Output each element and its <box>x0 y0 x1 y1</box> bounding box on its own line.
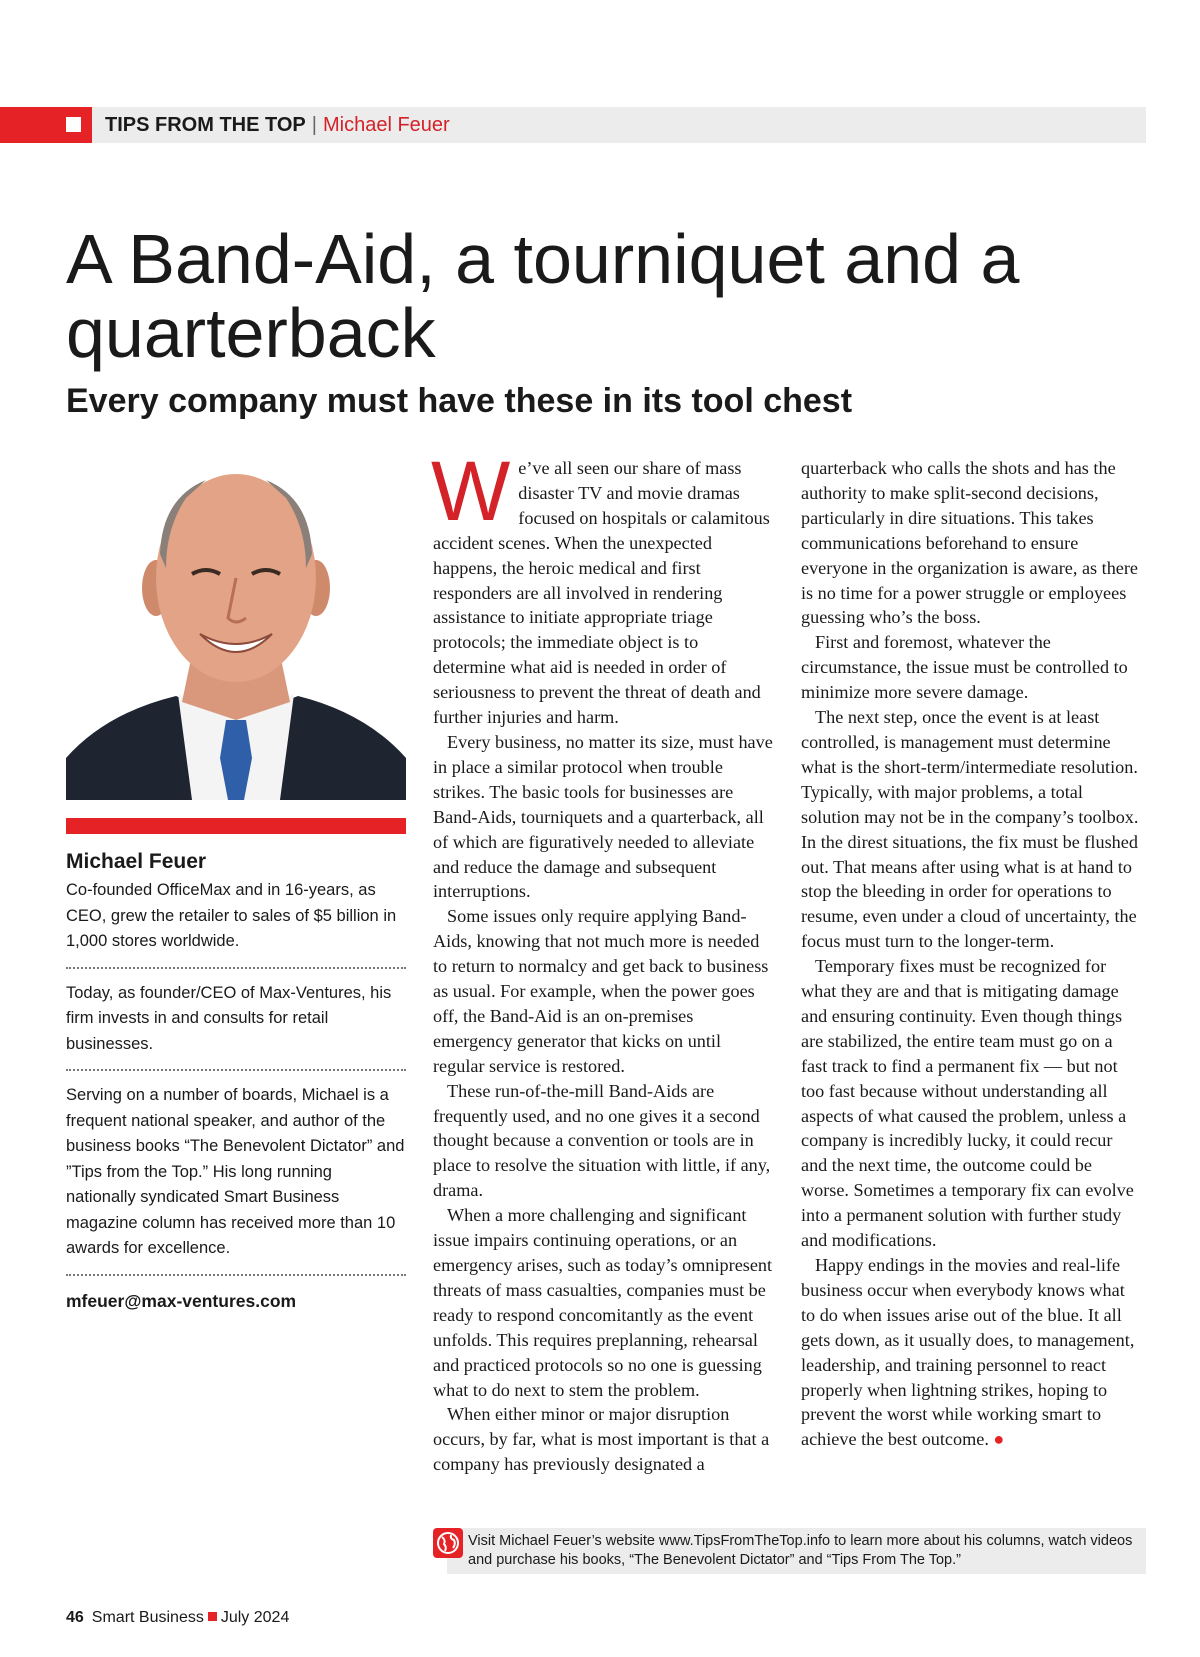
paragraph-text: Happy endings in the movies and real-life business occur when everybody knows what to do when issues arise out of the blue. It all gets down, as it usually does, to management, leadership, and training personnel to react properly when lightning strikes, hoping to prevent the worst while working smart to achieve the best outcome. <box>801 1255 1135 1450</box>
body-paragraph: quarterback who calls the shots and has the authority to make split-second decisions, particularly in dire situations. This takes communications beforehand to ensure everyone in the organization is aware, as there is no time for a power struggle or employees guessing who’s the boss. <box>801 458 1139 628</box>
header-red-block <box>0 107 92 143</box>
drop-cap: W <box>431 444 511 538</box>
bio-paragraph-2: Today, as founder/CEO of Max-Ventures, his firm invests in and consults for retail businesses. <box>66 983 392 1053</box>
article-deck: Every company must have these in its tool chest <box>66 382 853 420</box>
body-paragraph: When a more challenging and significant issue impairs continuing operations, or an emergency arises, such as today’s omnipresent threats of mass casualties, companies must be ready to respond concomitantly as the event unfolds. This requires preplanning, rehearsal and practiced protocols so no one is guessing what to do next to stem the problem. <box>433 1205 773 1400</box>
page-folio <box>66 1608 289 1628</box>
globe-icon <box>433 1528 463 1558</box>
body-paragraph <box>801 1253 1141 1452</box>
body-column-1 <box>431 444 773 1477</box>
header-separator: | <box>311 114 317 136</box>
body-column-2 <box>801 456 1141 1452</box>
end-mark: ● <box>993 1429 1005 1450</box>
author-bio-sidebar <box>66 848 406 1314</box>
body-paragraph: Temporary fixes must be recognized for what they are and that is mitigating damage and ensuring continuity. Even though things are stabilized, the entire team must go on a fast track to find a permanent fix — but not too fast because without understanding all aspects of what caused the problem, unless a company is incredibly lucky, it could recur and the next time, the outcome could be worse. Sometimes a temporary fix can evolve into a permanent solution with further study and modifications. <box>801 956 1134 1251</box>
author-portrait-illustration <box>66 458 406 800</box>
body-paragraph: When either minor or major disruption occurs, by far, what is most important is that a company has previously designated a <box>433 1404 770 1475</box>
folio-square-icon <box>208 1612 217 1621</box>
author-email-link[interactable]: mfeuer@max-ventures.com <box>66 1290 297 1311</box>
body-paragraph: First and foremost, whatever the circumstance, the issue must be controlled to minimize more severe damage. <box>801 632 1128 703</box>
body-paragraph: Some issues only require applying Band-Aids, knowing that not much more is needed to return to normalcy and get back to business as usual. For example, when the power goes off, the Band-Aid is an on-premises emergency generator that kicks on until regular service is restored. <box>433 906 769 1076</box>
paragraph-text: e’ve all seen our share of mass disaster TV and movie dramas focused on hospitals or calamitous accident scenes. When the unexpected happens, the heroic medical and first responders are all involved in rendering assistance to initiate appropriate triage protocols; the immediate object is to determine what aid is needed in order of seriousness to prevent the threat of death and further injuries and harm. <box>433 458 770 728</box>
article-headline: A Band-Aid, a tourniquet and a quarterback <box>66 220 1020 372</box>
body-paragraph: These run-of-the-mill Band-Aids are frequently used, and no one gives it a second thought because a convention or tools are in place to resolve the situation with little, if any, drama. <box>433 1080 771 1201</box>
footer-promo-text: Visit Michael Feuer’s website www.TipsFromTheTop.info to learn more about his columns, watch videos and purchase his books, “The Benevolent Dictator” and “Tips From The Top.” <box>468 1533 1133 1568</box>
body-paragraph: Every business, no matter its size, must have in place a similar protocol when trouble strikes. The basic tools for businesses are Band-Aids, tourniquets and a quarterback, all of which are figuratively needed to alleviate and reduce the damage and subsequent interruptions. <box>433 731 773 902</box>
publication-name: Smart Business <box>91 1609 204 1626</box>
square-icon <box>66 117 81 132</box>
dotted-divider <box>66 967 406 969</box>
issue-date: July 2024 <box>220 1609 290 1626</box>
dotted-divider <box>66 1069 406 1071</box>
header-author: Michael Feuer <box>322 114 450 136</box>
bio-paragraph-1: Co-founded OfficeMax and in 16-years, as CEO, grew the retailer to sales of $5 billion in 1,000 stores worldwide. <box>66 881 397 950</box>
body-paragraph: The next step, once the event is at least controlled, is management must determine what is the short-term/intermediate resolution. Typically, with major problems, a total solution may not be in the company’s toolbox. In the direst situations, the fix must be flushed out. That means after using what is at hand to stop the bleeding in order for operations to resume, even under a cloud of uncertainty, the focus must turn to the longer-term. <box>801 707 1139 952</box>
section-header-bar <box>0 107 1146 143</box>
author-photo <box>66 458 406 800</box>
dotted-divider <box>66 1274 406 1276</box>
globe-icon-graphic <box>433 1528 463 1558</box>
section-header <box>105 114 450 136</box>
page-number: 46 <box>66 1609 84 1626</box>
bio-paragraph-3: Serving on a number of boards, Michael is a frequent national speaker, and author of the business books “The Benevolent Dictator” and ”Tips from the Top.” His long running nationally syndicated Smart Business magazine column has received more than 10 awards for excellence. <box>66 1086 405 1257</box>
section-title: TIPS FROM THE TOP <box>105 114 306 136</box>
sidebar-red-rule <box>66 818 406 834</box>
body-paragraph <box>431 444 773 730</box>
author-name: Michael Feuer <box>66 850 207 873</box>
